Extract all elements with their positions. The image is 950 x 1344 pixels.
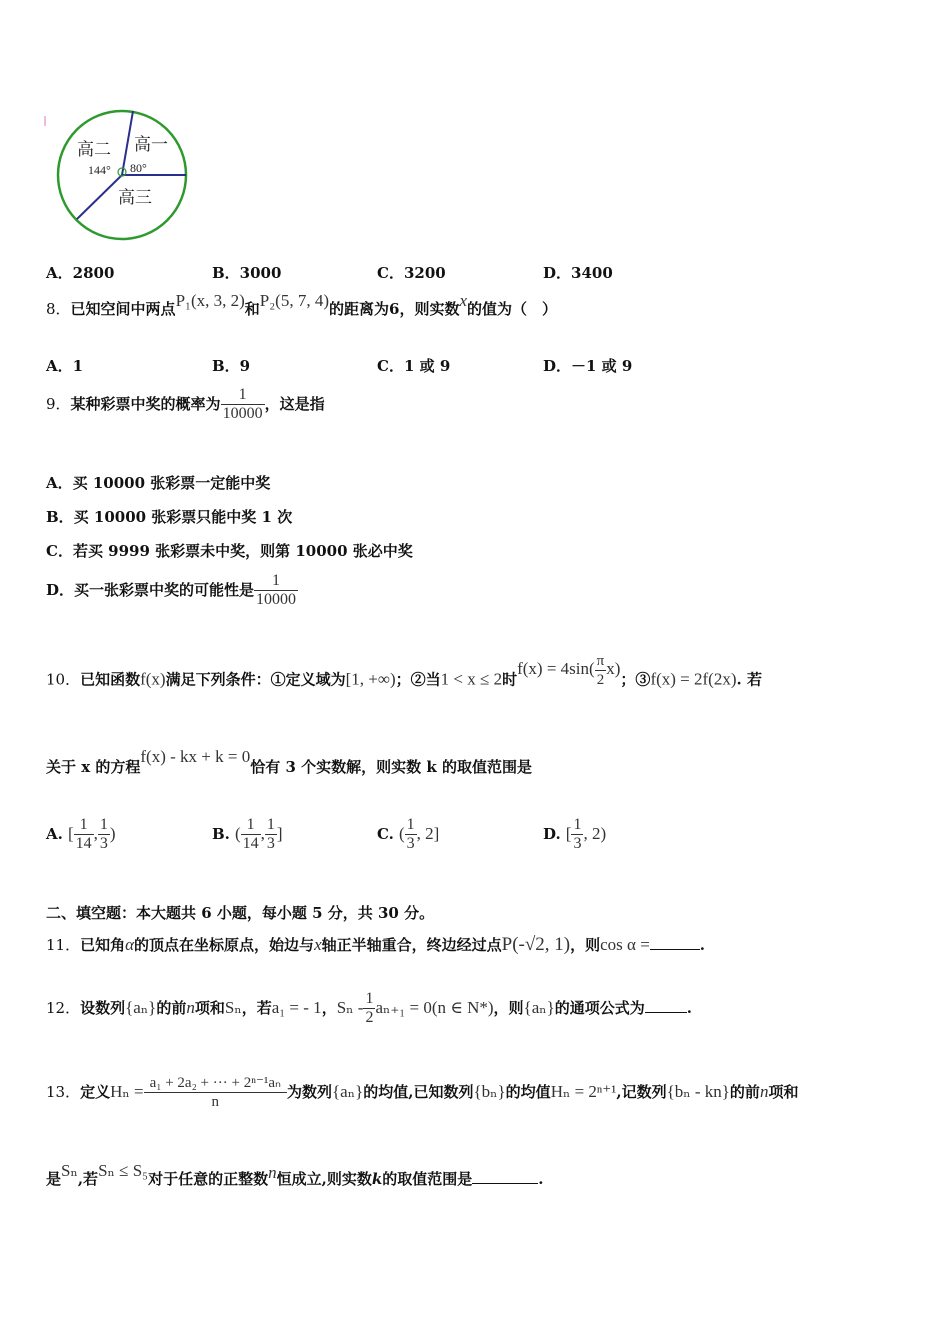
- q13-n: n: [759, 1082, 769, 1101]
- q9-text-2: ，这是指: [264, 395, 325, 413]
- q9-option-d-text: D．买一张彩票中奖的可能性是: [46, 581, 255, 599]
- q10-a-d1: 14: [75, 835, 92, 852]
- q12-text-8: .: [686, 999, 693, 1017]
- q10-b-bracket-left: (: [235, 824, 241, 843]
- q9-fraction: [221, 386, 265, 423]
- q10-two: 2: [596, 672, 605, 688]
- q13-text-2: 为数列: [287, 1083, 333, 1101]
- q10-c-n1: 1: [406, 816, 415, 833]
- q10-relation: f(x) = 2f(2x): [650, 669, 737, 689]
- q11-text-3: 轴正半轴重合，终边经过点: [321, 936, 502, 954]
- q12-text-5: ，: [321, 999, 337, 1017]
- q12-text-7: 的通项公式为: [554, 999, 645, 1017]
- question-9: [46, 386, 325, 423]
- q13-inequality: Sₙ ≤ S₅: [98, 1161, 149, 1180]
- q9-option-b[interactable]: B．买 10000 张彩票只能中奖 1 次: [46, 508, 293, 526]
- pie-chart: [44, 108, 194, 244]
- question-12: [46, 990, 692, 1027]
- q10-d-n1: 1: [573, 816, 582, 833]
- q10-d-d1: 3: [573, 835, 582, 852]
- q10-b-d1: 14: [242, 835, 259, 852]
- q10-c-bracket-left: (: [399, 824, 405, 843]
- q13-sequence-an: {aₙ}: [332, 1082, 364, 1101]
- q10-line2-text-b: 恰有 3 个实数解，则实数 k 的取值范围是: [250, 758, 532, 776]
- q13-line2-text-d: 恒成立,则实数: [276, 1170, 372, 1188]
- q10-option-b[interactable]: B. ( $\frac{1}{14}$ , $\frac{1}{3}$ ]: [212, 816, 283, 852]
- q12-a1: a₁ = - 1: [271, 998, 322, 1017]
- q10-a-n2: 1: [99, 816, 108, 833]
- q8-text-2: 和: [244, 300, 260, 318]
- q12-text-4: ，若: [241, 999, 272, 1017]
- question-11: [46, 934, 705, 956]
- q12-half-top: 1: [365, 990, 374, 1007]
- q13-line2-text-f: .: [538, 1170, 544, 1188]
- q13-text-4: 的均值: [505, 1083, 551, 1101]
- q13-text-3: 的均值,已知数列: [363, 1083, 474, 1101]
- q9-option-c[interactable]: C．若买 9999 张彩票未中奖，则第 10000 张必中奖: [46, 542, 413, 560]
- q12-number: 12．: [46, 999, 81, 1017]
- q13-text-6: 的前: [729, 1083, 760, 1101]
- q10-formula-end: x): [606, 659, 621, 679]
- q12-text-2: 的前: [156, 999, 187, 1017]
- q9-frac-top: 1: [221, 386, 265, 405]
- q10-b-frac-1: [241, 816, 261, 853]
- q8-option-a[interactable]: A．1: [46, 357, 84, 375]
- q13-sn: Sₙ: [61, 1161, 78, 1180]
- q10-b-bracket-right: ]: [276, 824, 283, 843]
- angle-label-144: 144°: [88, 163, 111, 177]
- q11-text-2: 的顶点在坐标原点，始边与: [134, 936, 315, 954]
- q13-line2-text-a: 是: [46, 1170, 62, 1188]
- q12-half: [363, 990, 375, 1027]
- q8-option-c[interactable]: C．1 或 9: [377, 357, 451, 375]
- q10-a-bracket-left: [: [67, 824, 74, 843]
- q10-option-c[interactable]: [377, 816, 439, 853]
- q10-formula-start: f(x) = 4sin(: [517, 659, 595, 679]
- q11-text-5: .: [699, 936, 706, 954]
- q9-d-frac-top: 1: [254, 572, 298, 591]
- q11-alpha: α: [125, 935, 135, 954]
- q13-text-1: 定义: [80, 1083, 111, 1101]
- q13-text-5: ,记数列: [616, 1083, 667, 1101]
- q10-pi: π: [596, 653, 605, 669]
- q8-text-1: 已知空间中两点: [70, 300, 176, 318]
- q13-line2-text-c: 对于任意的正整数: [148, 1170, 269, 1188]
- q8-point-p1: P₁(x, 3, 2): [175, 291, 245, 310]
- q10-a-frac-1: [74, 816, 94, 853]
- q12-n: n: [186, 998, 195, 1017]
- q10-text-5: ；③: [620, 670, 651, 689]
- q10-text-2: 满足下列条件：①定义域为: [165, 670, 346, 689]
- q8-number: 8．: [46, 300, 71, 318]
- q10-d-frac: [571, 816, 583, 853]
- q11-x: x: [314, 935, 322, 954]
- q10-b-frac-2: [265, 816, 277, 853]
- q8-option-d[interactable]: D．－1 或 9: [543, 357, 633, 375]
- q12-half-bottom: 2: [365, 1009, 374, 1026]
- q10-condition: 1 < x ≤ 2: [440, 669, 503, 689]
- q13-fraction: [144, 1074, 287, 1111]
- q10-option-b-label: B.: [212, 825, 230, 843]
- q7-option-a[interactable]: A．2800: [46, 264, 115, 282]
- q8-point-p2: P₂(5, 7, 4): [259, 291, 330, 310]
- q8-text-4: 的值为（ ）: [467, 300, 558, 318]
- q11-point: P(-√2, 1): [501, 934, 571, 955]
- q10-b-n2: 1: [266, 816, 275, 833]
- q10-pi-over-2: [595, 652, 607, 689]
- q10-a-n1: 1: [74, 816, 94, 835]
- q13-hn: Hₙ =: [110, 1082, 144, 1101]
- q10-number: 10．: [46, 670, 81, 689]
- angle-label-80: 80°: [130, 161, 147, 175]
- q10-line-2: [46, 747, 532, 777]
- q11-text-4: ，则: [570, 936, 601, 954]
- q12-sn: Sₙ: [224, 998, 242, 1017]
- q10-option-c-label: C.: [377, 825, 394, 843]
- q13-sequence-bn: {bₙ}: [473, 1082, 506, 1101]
- q10-fx: f(x): [140, 669, 166, 689]
- q9-d-frac-bottom: 10000: [256, 591, 297, 608]
- q8-text-3: 的距离为6，则实数: [329, 300, 460, 318]
- q10-d-bracket-left: [: [565, 824, 572, 843]
- q10-a-d2: 3: [99, 835, 108, 852]
- q9-option-a[interactable]: A．买 10000 张彩票一定能中奖: [46, 474, 271, 492]
- q10-option-a[interactable]: A. [ $\frac{1}{14}$ , $\frac{1}{3}$ ): [46, 816, 116, 852]
- q10-option-d-label: D.: [543, 825, 561, 843]
- q10-text-4: 时: [502, 670, 518, 689]
- q12-text-3: 项和: [194, 999, 225, 1017]
- q10-text-3: ；②当: [395, 670, 441, 689]
- q12-sequence-an-2: {aₙ}: [523, 998, 555, 1017]
- q9-number: 9．: [46, 395, 71, 413]
- q13-k: k: [371, 1170, 383, 1188]
- pie-label-gao1: 高一: [134, 135, 168, 155]
- q9-frac-bottom: 10000: [222, 405, 263, 422]
- q11-answer-blank[interactable]: [650, 935, 700, 950]
- q10-c-frac: [405, 816, 417, 853]
- q13-sequence-bn-kn: {bₙ - kn}: [666, 1082, 730, 1101]
- q13-text-7: 项和: [768, 1083, 799, 1101]
- q7-option-b[interactable]: B．3000: [212, 264, 282, 282]
- section-2-heading: 二、填空题：本大题共 6 小题，每小题 5 分，共 30 分。: [46, 904, 435, 922]
- q10-text-1: 已知函数: [80, 670, 141, 689]
- q12-text-1: 设数列: [80, 999, 126, 1017]
- q10-a-frac-2: [98, 816, 110, 853]
- q10-line2-text-a: 关于 x 的方程: [46, 758, 141, 776]
- q10-option-a-label: A.: [46, 825, 63, 843]
- q13-hn-value: Hₙ = 2ⁿ⁺¹: [550, 1082, 617, 1101]
- pie-label-gao2: 高二: [77, 140, 111, 160]
- q7-option-d[interactable]: D．3400: [543, 264, 613, 282]
- pie-label-gao3: 高三: [118, 188, 152, 208]
- q12-eq-start: Sₙ -: [336, 998, 364, 1017]
- q10-formula: [517, 653, 621, 688]
- q12-answer-blank[interactable]: [645, 998, 687, 1013]
- q10-b-d2: 3: [266, 835, 275, 852]
- q13-frac-top: a₁ + 2a₂ + ··· + 2ⁿ⁻¹aₙ: [144, 1074, 287, 1093]
- q9-option-d-fraction: [254, 572, 298, 609]
- q12-text-6: ，则: [493, 999, 524, 1017]
- question-13: [46, 1074, 798, 1111]
- q11-number: 11．: [46, 936, 81, 954]
- q12-eq-end: aₙ₊₁ = 0(n ∈ N*): [375, 998, 494, 1017]
- q12-sequence-an: {aₙ}: [125, 998, 157, 1017]
- q11-text-1: 已知角: [80, 936, 126, 954]
- question-8: [46, 291, 558, 319]
- pie-figure: [44, 108, 194, 244]
- q7-option-c[interactable]: C．3200: [377, 264, 446, 282]
- q13-frac-bottom: n: [211, 1094, 220, 1110]
- q11-cos-alpha: cos α =: [600, 935, 650, 954]
- q13-answer-blank[interactable]: [472, 1169, 538, 1184]
- q8-option-b[interactable]: B．9: [212, 357, 251, 375]
- q13-line2-text-b: ,若: [77, 1170, 99, 1188]
- q10-domain: [1, +∞): [345, 669, 396, 689]
- q10-option-d[interactable]: [543, 816, 606, 853]
- q13-number: 13．: [46, 1083, 81, 1101]
- question-10: [46, 653, 762, 699]
- q10-equation: f(x) - kx + k = 0: [140, 747, 251, 766]
- q10-b-n1: 1: [241, 816, 261, 835]
- q10-c-d1: 3: [406, 835, 415, 852]
- q8-var-x: x: [459, 291, 468, 310]
- q10-a-bracket-right: ): [109, 824, 116, 843]
- q9-option-d[interactable]: [46, 572, 298, 609]
- q13-line-2: [46, 1161, 544, 1189]
- q13-n-2: n: [268, 1163, 277, 1182]
- pie-divider-lower-left: [77, 175, 122, 219]
- q9-text-1: 某种彩票中奖的概率为: [70, 395, 221, 413]
- q10-d-tail: , 2): [583, 824, 607, 843]
- q10-text-6: . 若: [736, 670, 762, 689]
- q13-line2-text-e: 的取值范围是: [382, 1170, 473, 1188]
- q10-c-tail: , 2]: [416, 824, 440, 843]
